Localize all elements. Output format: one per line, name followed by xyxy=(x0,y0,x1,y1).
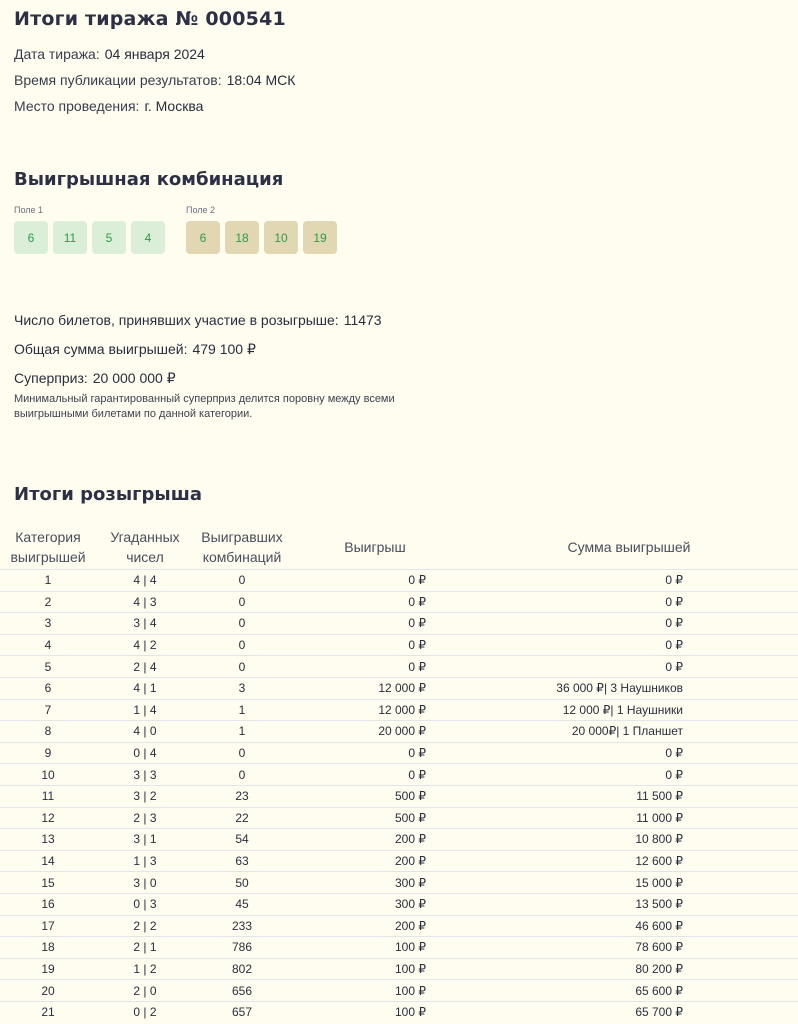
prize-sum-cell: 80 200 ₽ xyxy=(460,958,798,980)
ball: 4 xyxy=(131,221,165,254)
prize-cell: 200 ₽ xyxy=(290,850,460,872)
matched-cell: 2 | 2 xyxy=(96,915,194,937)
table-row xyxy=(0,958,798,980)
category-cell: 14 xyxy=(0,850,96,872)
matched-cell: 4 | 0 xyxy=(96,721,194,743)
category-cell: 13 xyxy=(0,829,96,851)
tickets-count-label: Число билетов, принявших участие в розыгрыше: xyxy=(14,312,339,328)
column-header: Выигравших комбинаций xyxy=(201,529,283,565)
prize-sum-cell: 12 000 ₽| 1 Наушники xyxy=(460,699,798,721)
prize-sum-cell: 15 000 ₽ xyxy=(460,872,798,894)
prize-cell: 200 ₽ xyxy=(290,915,460,937)
prize-cell: 0 ₽ xyxy=(290,613,460,635)
ball: 18 xyxy=(225,221,259,254)
winners-cell: 786 xyxy=(194,937,290,959)
field2-balls xyxy=(186,221,337,254)
total-winnings xyxy=(14,341,256,358)
table-row xyxy=(0,656,798,678)
prize-sum-cell: 65 700 ₽ xyxy=(460,1001,798,1022)
table-row xyxy=(0,915,798,937)
prize-cell: 500 ₽ xyxy=(290,785,460,807)
prize-cell: 12 000 ₽ xyxy=(290,677,460,699)
matched-cell: 4 | 4 xyxy=(96,570,194,592)
winners-cell: 657 xyxy=(194,1001,290,1022)
prize-sum-cell: 0 ₽ xyxy=(460,656,798,678)
table-row xyxy=(0,893,798,915)
matched-cell: 2 | 1 xyxy=(96,937,194,959)
winners-cell: 1 xyxy=(194,699,290,721)
combination-heading: Выигрышная комбинация xyxy=(14,169,284,190)
prize-sum-cell: 0 ₽ xyxy=(460,742,798,764)
ball: 11 xyxy=(53,221,87,254)
total-winnings-value: 479 100 ₽ xyxy=(192,341,256,357)
table-row xyxy=(0,807,798,829)
prize-cell: 20 000 ₽ xyxy=(290,721,460,743)
prize-cell: 300 ₽ xyxy=(290,893,460,915)
matched-cell: 4 | 3 xyxy=(96,591,194,613)
prize-sum-cell: 12 600 ₽ xyxy=(460,850,798,872)
matched-cell: 2 | 4 xyxy=(96,656,194,678)
results-heading: Итоги розыгрыша xyxy=(14,484,202,505)
matched-cell: 3 | 2 xyxy=(96,785,194,807)
prize-cell: 100 ₽ xyxy=(290,937,460,959)
matched-cell: 1 | 2 xyxy=(96,958,194,980)
winners-cell: 0 xyxy=(194,634,290,656)
results-table-body xyxy=(0,570,798,1023)
table-row xyxy=(0,850,798,872)
table-row xyxy=(0,699,798,721)
ball: 6 xyxy=(186,221,220,254)
winners-cell: 802 xyxy=(194,958,290,980)
table-row xyxy=(0,570,798,592)
table-row xyxy=(0,721,798,743)
winners-cell: 50 xyxy=(194,872,290,894)
winners-cell: 0 xyxy=(194,613,290,635)
category-cell: 3 xyxy=(0,613,96,635)
ball: 6 xyxy=(14,221,48,254)
table-row xyxy=(0,872,798,894)
page-title: Итоги тиража № 000541 xyxy=(14,8,286,30)
draw-place-value: г. Москва xyxy=(144,98,204,114)
superprize-label: Суперприз: xyxy=(14,370,88,386)
prize-cell: 200 ₽ xyxy=(290,829,460,851)
matched-cell: 3 | 1 xyxy=(96,829,194,851)
ball: 19 xyxy=(303,221,337,254)
draw-place xyxy=(14,98,203,114)
matched-cell: 3 | 4 xyxy=(96,613,194,635)
prize-cell: 500 ₽ xyxy=(290,807,460,829)
prize-sum-cell: 10 800 ₽ xyxy=(460,829,798,851)
total-winnings-label: Общая сумма выигрышей: xyxy=(14,341,188,357)
column-header: Угаданных чисел xyxy=(110,529,180,565)
prize-sum-cell: 0 ₽ xyxy=(460,570,798,592)
category-cell: 9 xyxy=(0,742,96,764)
table-row xyxy=(0,937,798,959)
winners-cell: 63 xyxy=(194,850,290,872)
category-cell: 8 xyxy=(0,721,96,743)
column-header: Категория выигрышей xyxy=(10,529,86,565)
category-cell: 21 xyxy=(0,1001,96,1022)
category-cell: 11 xyxy=(0,785,96,807)
prize-cell: 0 ₽ xyxy=(290,656,460,678)
prize-sum-cell: 0 ₽ xyxy=(460,634,798,656)
tickets-count xyxy=(14,312,382,328)
table-row xyxy=(0,634,798,656)
winners-cell: 54 xyxy=(194,829,290,851)
matched-cell: 1 | 3 xyxy=(96,850,194,872)
table-row xyxy=(0,613,798,635)
category-cell: 12 xyxy=(0,807,96,829)
draw-date-value: 04 января 2024 xyxy=(104,46,205,62)
matched-cell: 4 | 2 xyxy=(96,634,194,656)
winners-cell: 1 xyxy=(194,721,290,743)
prize-cell: 12 000 ₽ xyxy=(290,699,460,721)
prize-cell: 0 ₽ xyxy=(290,570,460,592)
prize-sum-cell: 78 600 ₽ xyxy=(460,937,798,959)
winners-cell: 656 xyxy=(194,980,290,1002)
winners-cell: 22 xyxy=(194,807,290,829)
category-cell: 2 xyxy=(0,591,96,613)
publish-time-value: 18:04 МСК xyxy=(226,72,296,88)
prize-cell: 100 ₽ xyxy=(290,1001,460,1022)
draw-date-label: Дата тиража: xyxy=(14,46,100,62)
prize-sum-cell: 13 500 ₽ xyxy=(460,893,798,915)
prize-cell: 0 ₽ xyxy=(290,764,460,786)
winners-cell: 23 xyxy=(194,785,290,807)
category-cell: 20 xyxy=(0,980,96,1002)
matched-cell: 0 | 2 xyxy=(96,1001,194,1022)
table-row xyxy=(0,785,798,807)
prize-sum-cell: 36 000 ₽| 3 Наушников xyxy=(460,677,798,699)
column-header: Выигрыш xyxy=(344,539,406,555)
field1-balls xyxy=(14,221,165,254)
matched-cell: 0 | 3 xyxy=(96,893,194,915)
prize-cell: 0 ₽ xyxy=(290,591,460,613)
matched-cell: 0 | 4 xyxy=(96,742,194,764)
table-row xyxy=(0,677,798,699)
prize-sum-cell: 0 ₽ xyxy=(460,613,798,635)
winners-cell: 0 xyxy=(194,764,290,786)
winners-cell: 0 xyxy=(194,656,290,678)
table-row xyxy=(0,764,798,786)
category-cell: 16 xyxy=(0,893,96,915)
prize-sum-cell: 46 600 ₽ xyxy=(460,915,798,937)
prize-cell: 100 ₽ xyxy=(290,980,460,1002)
prize-sum-cell: 20 000₽| 1 Планшет xyxy=(460,721,798,743)
ball: 10 xyxy=(264,221,298,254)
category-cell: 1 xyxy=(0,570,96,592)
matched-cell: 2 | 3 xyxy=(96,807,194,829)
table-row xyxy=(0,742,798,764)
draw-date xyxy=(14,46,205,62)
matched-cell: 2 | 0 xyxy=(96,980,194,1002)
table-row xyxy=(0,829,798,851)
prize-cell: 300 ₽ xyxy=(290,872,460,894)
category-cell: 17 xyxy=(0,915,96,937)
winners-cell: 3 xyxy=(194,677,290,699)
superprize xyxy=(14,370,176,387)
category-cell: 18 xyxy=(0,937,96,959)
prize-cell: 0 ₽ xyxy=(290,634,460,656)
winners-cell: 45 xyxy=(194,893,290,915)
draw-place-label: Место проведения: xyxy=(14,98,140,114)
prize-sum-cell: 0 ₽ xyxy=(460,764,798,786)
prize-sum-cell: 11 500 ₽ xyxy=(460,785,798,807)
publish-time-label: Время публикации результатов: xyxy=(14,72,222,88)
winners-cell: 0 xyxy=(194,742,290,764)
category-cell: 7 xyxy=(0,699,96,721)
matched-cell: 3 | 3 xyxy=(96,764,194,786)
ball: 5 xyxy=(92,221,126,254)
winners-cell: 0 xyxy=(194,570,290,592)
category-cell: 10 xyxy=(0,764,96,786)
matched-cell: 3 | 0 xyxy=(96,872,194,894)
prize-cell: 0 ₽ xyxy=(290,742,460,764)
category-cell: 15 xyxy=(0,872,96,894)
category-cell: 4 xyxy=(0,634,96,656)
table-row xyxy=(0,591,798,613)
publish-time xyxy=(14,72,295,88)
category-cell: 5 xyxy=(0,656,96,678)
superprize-value: 20 000 000 ₽ xyxy=(92,370,176,386)
category-cell: 6 xyxy=(0,677,96,699)
matched-cell: 4 | 1 xyxy=(96,677,194,699)
category-cell: 19 xyxy=(0,958,96,980)
column-header: Сумма выигрышей xyxy=(567,539,691,555)
prize-cell: 100 ₽ xyxy=(290,958,460,980)
field2-label: Поле 2 xyxy=(186,205,216,215)
table-header-row xyxy=(0,525,798,570)
table-row xyxy=(0,980,798,1002)
prize-sum-cell: 11 000 ₽ xyxy=(460,807,798,829)
field1-label: Поле 1 xyxy=(14,205,44,215)
prize-sum-cell: 65 600 ₽ xyxy=(460,980,798,1002)
prize-sum-cell: 0 ₽ xyxy=(460,591,798,613)
winners-cell: 0 xyxy=(194,591,290,613)
superprize-note: Минимальный гарантированный суперприз делится поровну между всеми выигрышными билетами по данной категории. xyxy=(14,393,395,420)
tickets-count-value: 11473 xyxy=(343,312,382,328)
matched-cell: 1 | 4 xyxy=(96,699,194,721)
results-table xyxy=(0,525,798,1022)
table-row xyxy=(0,1001,798,1022)
winners-cell: 233 xyxy=(194,915,290,937)
